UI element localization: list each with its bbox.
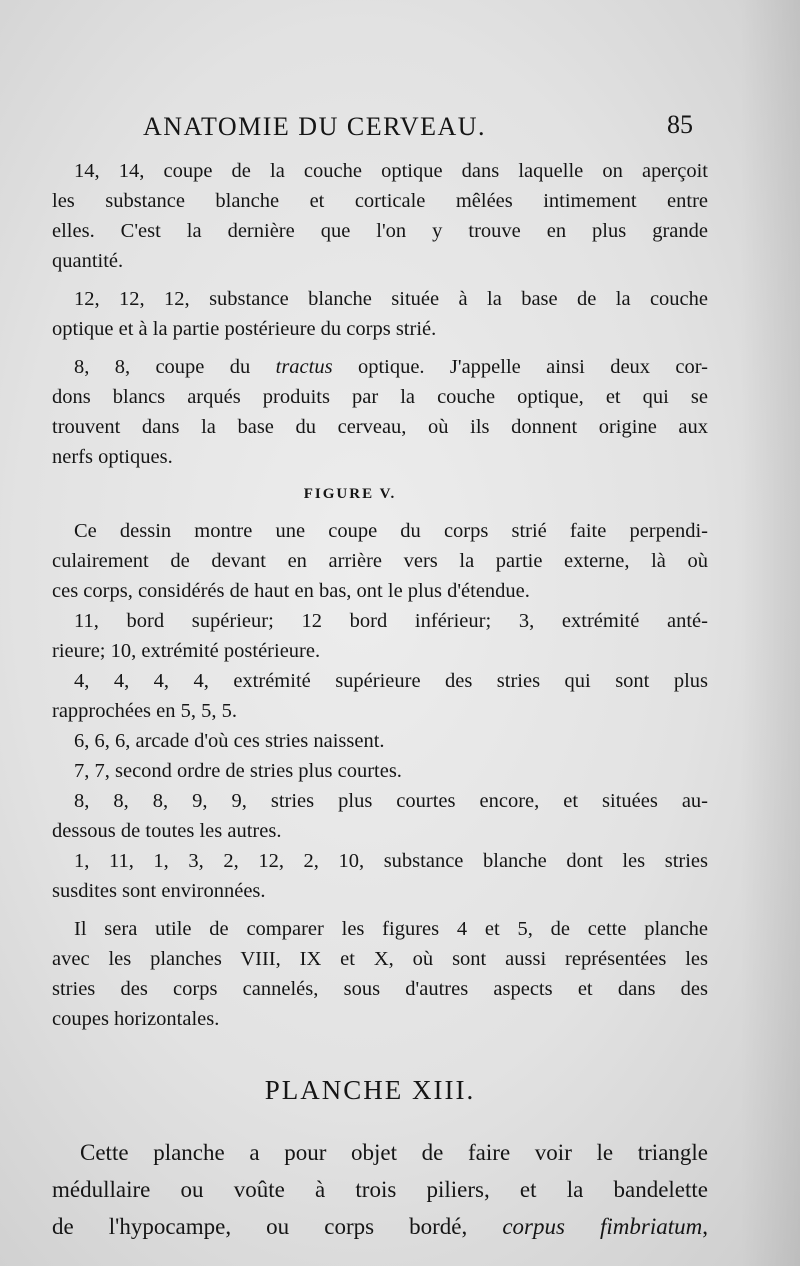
page-header bbox=[143, 112, 693, 148]
text-line: 14, 14, coupe de la couche optique dans laquelle on aperçoit bbox=[74, 160, 708, 182]
page-body bbox=[52, 156, 708, 1245]
text-line: dons blancs arqués produits par la couche optique, et qui se bbox=[52, 386, 708, 408]
text-line: elles. C'est la dernière que l'on y trouve en plus grande bbox=[52, 220, 708, 242]
text-line: avec les planches VIII, IX et X, où sont aussi représentées les bbox=[52, 948, 708, 970]
figure-heading: FIGURE V. bbox=[303, 486, 397, 502]
page-gutter-shadow bbox=[740, 0, 800, 1266]
running-title: ANATOMIE DU CERVEAU. bbox=[143, 112, 487, 141]
text-line: Il sera utile de comparer les figures 4 et 5, de cette planche bbox=[74, 918, 708, 940]
text-line bbox=[52, 352, 708, 382]
text-line: nerfs optiques. bbox=[52, 446, 173, 468]
text-line: Cette planche a pour objet de faire voir le triangle bbox=[80, 1140, 708, 1165]
text-line: rieure; 10, extrémité postérieure. bbox=[52, 640, 321, 662]
italic-term: corpus fimbriatum bbox=[502, 1214, 703, 1239]
text-segment: , bbox=[702, 1214, 708, 1239]
text-segment: 8, 8, coupe du bbox=[74, 356, 251, 378]
text-line: stries des corps cannelés, sous d'autres aspects et dans des bbox=[52, 978, 708, 1000]
text-line bbox=[52, 1208, 708, 1245]
text-line: dessous de toutes les autres. bbox=[52, 820, 282, 842]
text-line: rapprochées en 5, 5, 5. bbox=[52, 700, 238, 722]
text-line: Ce dessin montre une coupe du corps strié faite perpendi- bbox=[74, 520, 708, 542]
text-segment: de l'hypocampe, ou corps bordé, bbox=[52, 1214, 468, 1239]
text-line: coupes horizontales. bbox=[52, 1008, 220, 1030]
text-line: culairement de devant en arrière vers la partie externe, là où bbox=[52, 550, 708, 572]
text-segment: optique. J'appelle ainsi deux cor- bbox=[357, 356, 708, 378]
text-line: médullaire ou voûte à trois piliers, et la bandelette bbox=[52, 1177, 708, 1202]
text-line: 12, 12, 12, substance blanche située à la base de la couche bbox=[74, 288, 708, 310]
text-line: 4, 4, 4, 4, extrémité supérieure des stries qui sont plus bbox=[74, 670, 708, 692]
text-line: optique et à la partie postérieure du corps strié. bbox=[52, 318, 437, 340]
italic-term: tractus bbox=[275, 356, 333, 378]
section-heading: PLANCHE XIII. bbox=[264, 1075, 476, 1105]
text-line: 7, 7, second ordre de stries plus courtes. bbox=[74, 760, 402, 782]
page-number: 85 bbox=[667, 110, 693, 139]
text-line: 6, 6, 6, arcade d'où ces stries naissent. bbox=[74, 730, 385, 752]
text-line: les substance blanche et corticale mêlées intimement entre bbox=[52, 190, 708, 212]
text-line: 1, 11, 1, 3, 2, 12, 2, 10, substance blanche dont les stries bbox=[74, 850, 708, 872]
text-line: susdites sont environnées. bbox=[52, 880, 266, 902]
text-line: 8, 8, 8, 9, 9, stries plus courtes encore, et situées au- bbox=[74, 790, 708, 812]
large-paragraph bbox=[52, 1134, 708, 1245]
text-line: 11, bord supérieur; 12 bord inférieur; 3, extrémité anté- bbox=[74, 610, 708, 632]
text-line: trouvent dans la base du cerveau, où ils donnent origine aux bbox=[52, 416, 708, 438]
text-line: ces corps, considérés de haut en bas, ont le plus d'étendue. bbox=[52, 580, 530, 602]
text-line: quantité. bbox=[52, 250, 124, 272]
